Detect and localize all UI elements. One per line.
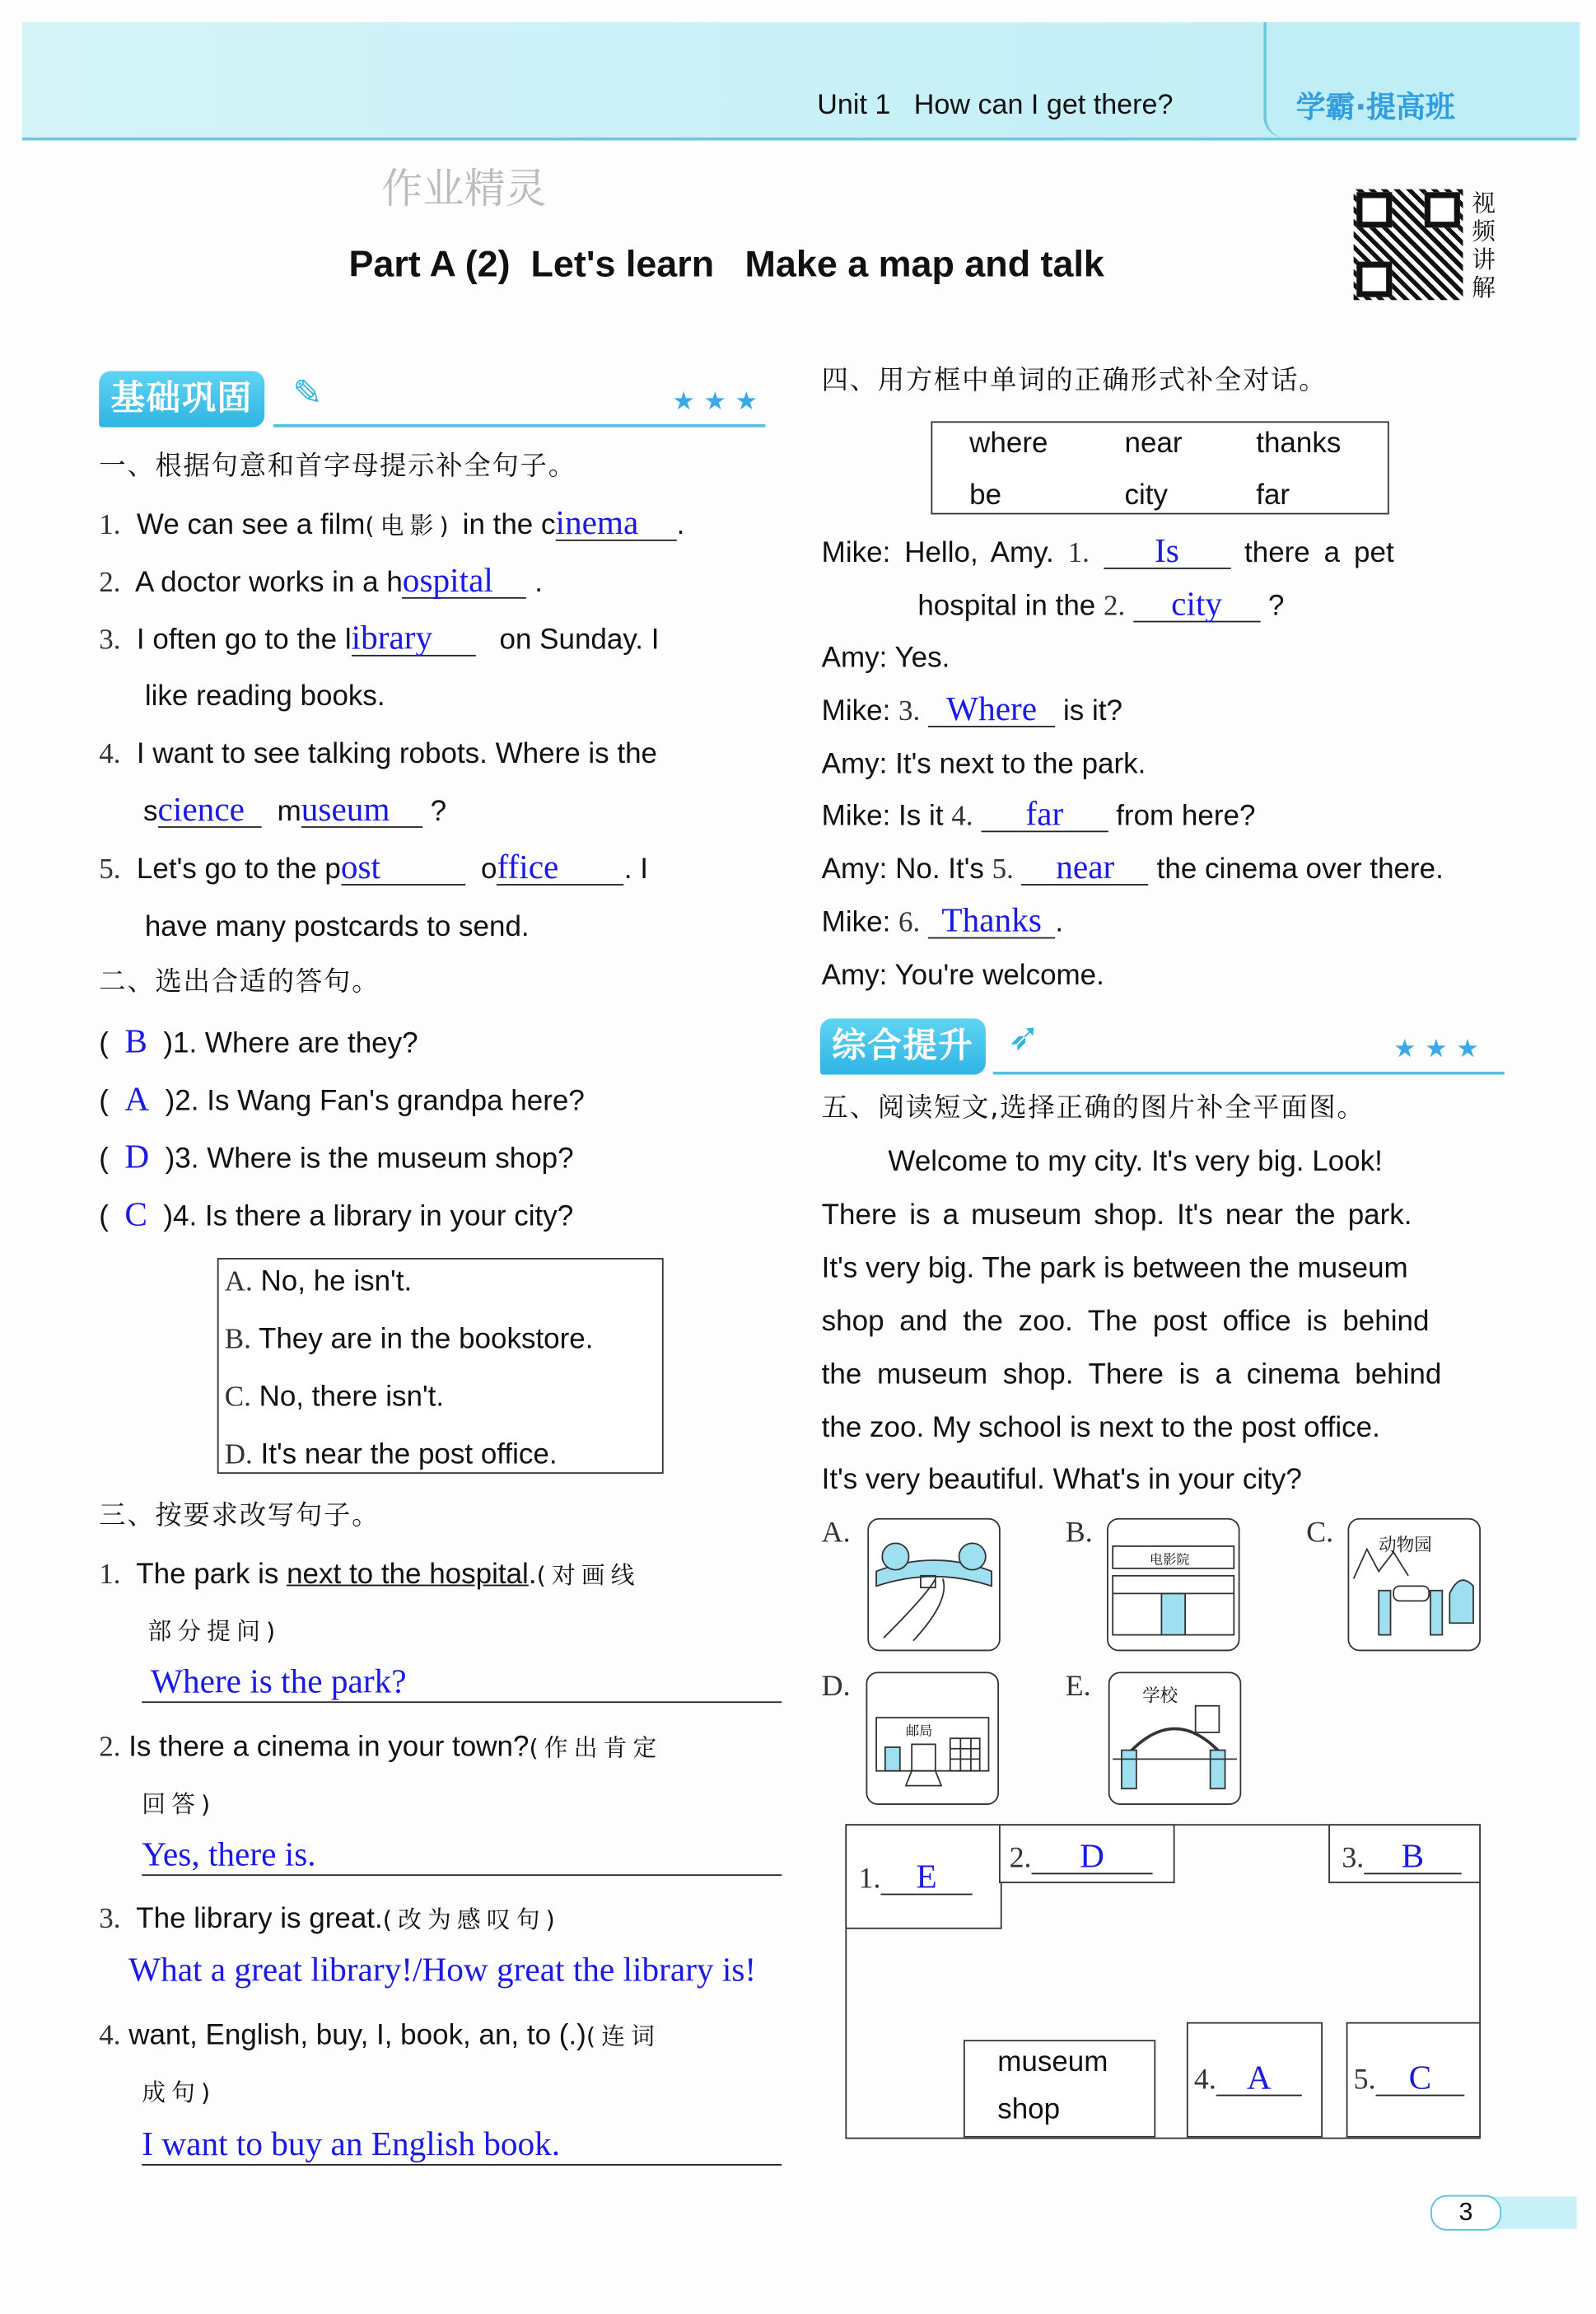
post-office-sign: 邮局 bbox=[905, 1725, 933, 1741]
passage-line: the zoo. My school is next to the post office. bbox=[821, 1411, 1380, 1445]
q3-heading: 三、按要求改写句子。 bbox=[99, 1500, 380, 1531]
q3-answer-1[interactable]: Where is the park? bbox=[142, 1664, 782, 1703]
dialog-line: Mike: 3. Where is it? bbox=[821, 690, 1122, 727]
passage-line: It's very big. The park is between the museum bbox=[821, 1251, 1408, 1285]
answer-blank[interactable]: Thanks bbox=[928, 905, 1055, 938]
page-header bbox=[22, 22, 1577, 141]
qr-code[interactable] bbox=[1354, 189, 1463, 301]
q4-heading: 四、用方框中单词的正确形式补全对话。 bbox=[821, 365, 1328, 396]
q2-options-box bbox=[217, 1258, 664, 1474]
passage-line: shop and the zoo. The post office is behind bbox=[821, 1305, 1430, 1338]
dialog-line: Mike: Hello, Amy. 1. Is there a pet bbox=[821, 531, 1394, 569]
qr-label: 视频讲解 bbox=[1472, 189, 1496, 302]
q3-item-3: 3. The library is great.(改为感叹句) bbox=[99, 1902, 562, 1935]
picture-label: E. bbox=[1065, 1670, 1091, 1704]
page-number: 3 bbox=[1430, 2195, 1501, 2231]
q3-item-2: 2. Is there a cinema in your town?(作出肯定 bbox=[99, 1731, 663, 1764]
q2-heading: 二、选出合适的答句。 bbox=[99, 966, 380, 998]
q1-item-3-cont: like reading books. bbox=[144, 680, 385, 713]
unit-label bbox=[817, 89, 1173, 124]
answer-blank[interactable]: ost bbox=[341, 852, 465, 886]
q3-hint: 部分提问) bbox=[147, 1617, 282, 1646]
q2-item-1: ( B )1. Where are they? bbox=[99, 1022, 418, 1060]
answer-blank[interactable]: E bbox=[880, 1861, 972, 1895]
dialog-line: Amy: Yes. bbox=[821, 641, 950, 675]
picture-label: B. bbox=[1065, 1517, 1093, 1550]
word: be bbox=[969, 479, 1002, 512]
park-picture bbox=[867, 1518, 1000, 1651]
q1-item-4-cont: science museum ? bbox=[143, 791, 447, 828]
q1-item-1: 1. We can see a film(电影) in the cinema . bbox=[99, 503, 685, 541]
answer-blank[interactable]: A bbox=[1216, 2062, 1302, 2096]
cinema-picture bbox=[1107, 1518, 1239, 1651]
answer-blank[interactable]: cience bbox=[158, 794, 262, 828]
q1-item-5-cont: have many postcards to send. bbox=[144, 910, 530, 943]
map-museum-shop bbox=[964, 2040, 1155, 2137]
q3-hint: 成句) bbox=[142, 2078, 217, 2107]
section-badge-basic: 基础巩固 bbox=[99, 371, 264, 427]
passage-line: There is a museum shop. It's near the park. bbox=[821, 1199, 1412, 1232]
q2-item-3: ( D )3. Where is the museum shop? bbox=[99, 1138, 574, 1176]
q1-item-5: 5. Let's go to the post office . I bbox=[99, 848, 649, 886]
q1-item-4: 4. I want to see talking robots. Where is the bbox=[99, 737, 658, 770]
map-slot-2: 2. D bbox=[999, 1824, 1175, 1883]
rocket-icon: ➶ bbox=[1007, 1015, 1040, 1060]
post-office-picture bbox=[866, 1671, 999, 1804]
difficulty-stars: ★★★ bbox=[1393, 1035, 1488, 1064]
q3-item-1: 1. The park is next to the hospital.(对画线 bbox=[99, 1558, 641, 1591]
title-learn: Let's learn bbox=[530, 244, 715, 286]
dialog-line: Mike: Is it 4. far from here? bbox=[821, 795, 1256, 833]
page-title bbox=[348, 242, 1104, 287]
museum-label: museum bbox=[997, 2045, 1108, 2078]
answer-blank[interactable]: useum bbox=[301, 794, 422, 828]
map-slot-1: 1. E bbox=[845, 1824, 1001, 1928]
section-underline bbox=[273, 424, 766, 428]
answer-blank[interactable]: Is bbox=[1104, 535, 1230, 569]
unit-number: Unit 1 bbox=[817, 90, 891, 122]
q3-hint: 回答) bbox=[142, 1790, 217, 1819]
q1-heading: 一、根据句意和首字母提示补全句子。 bbox=[99, 451, 576, 482]
shop-label: shop bbox=[997, 2092, 1061, 2126]
title-topic: Make a map and talk bbox=[744, 244, 1104, 286]
q2-item-2: ( A )2. Is Wang Fan's grandpa here? bbox=[99, 1080, 585, 1118]
option-a: A. No, he isn't. bbox=[224, 1265, 413, 1298]
section-badge-advanced: 综合提升 bbox=[820, 1018, 986, 1074]
map-slot-3: 3. B bbox=[1328, 1824, 1481, 1883]
dialog-line: Amy: You're welcome. bbox=[821, 959, 1104, 993]
answer-blank[interactable]: near bbox=[1022, 852, 1149, 886]
picture-label: A. bbox=[821, 1517, 851, 1550]
watermark: 作业精灵 bbox=[380, 164, 547, 213]
answer-blank[interactable]: ibrary bbox=[352, 622, 476, 656]
passage-line: the museum shop. There is a cinema behind bbox=[821, 1358, 1442, 1391]
q5-heading: 五、阅读短文,选择正确的图片补全平面图。 bbox=[821, 1092, 1365, 1124]
passage-line: Welcome to my city. It's very big. Look! bbox=[888, 1145, 1383, 1179]
q3-answer-4[interactable]: I want to buy an English book. bbox=[142, 2127, 782, 2166]
dialog-line: hospital in the 2. city ? bbox=[917, 585, 1285, 623]
picture-label: D. bbox=[821, 1670, 851, 1704]
school-picture bbox=[1108, 1671, 1241, 1804]
answer-blank[interactable]: ospital bbox=[403, 564, 527, 598]
school-sign: 学校 bbox=[1142, 1685, 1178, 1706]
answer-blank[interactable]: ffice bbox=[497, 852, 624, 886]
option-d: D. It's near the post office. bbox=[224, 1437, 558, 1471]
q3-answer-3[interactable]: What a great library!/How great the library is! bbox=[128, 1951, 757, 1989]
option-c: C. No, there isn't. bbox=[224, 1380, 445, 1414]
option-b: B. They are in the bookstore. bbox=[224, 1322, 594, 1356]
answer-blank[interactable]: D bbox=[1031, 1840, 1152, 1874]
dialog-line: Mike: 6. Thanks . bbox=[821, 901, 1064, 939]
word-box bbox=[931, 421, 1388, 514]
answer-blank[interactable]: C bbox=[1376, 2062, 1465, 2096]
title-part: Part A (2) bbox=[348, 244, 511, 286]
q1-item-2: 2. A doctor works in a hospital . bbox=[99, 561, 543, 599]
picture-label: C. bbox=[1306, 1517, 1334, 1550]
answer-blank[interactable]: B bbox=[1364, 1840, 1461, 1874]
brand-logo: 学霸·提高班 bbox=[1295, 88, 1455, 124]
q1-item-3: 3. I often go to the library on Sunday. I bbox=[99, 619, 660, 657]
zoo-picture bbox=[1347, 1518, 1480, 1651]
zoo-sign: 动物园 bbox=[1379, 1534, 1432, 1555]
section-underline bbox=[993, 1072, 1505, 1075]
difficulty-stars: ★★★ bbox=[672, 387, 767, 418]
word: city bbox=[1124, 479, 1169, 512]
answer-blank[interactable]: city bbox=[1133, 588, 1260, 622]
map-slot-4: 4. A bbox=[1187, 2022, 1323, 2138]
pencil-icon: ✎ bbox=[292, 372, 323, 414]
cinema-sign: 电影院 bbox=[1150, 1553, 1190, 1568]
answer-blank[interactable]: inema bbox=[555, 507, 676, 540]
dialog-line: Amy: It's next to the park. bbox=[821, 747, 1146, 781]
answer-blank[interactable]: Where bbox=[928, 694, 1055, 727]
q3-item-4: 4. want, English, buy, I, book, an, to (.)(连词 bbox=[99, 2019, 660, 2052]
passage-line: It's very beautiful. What's in your city? bbox=[821, 1463, 1302, 1496]
page-tab bbox=[1492, 2196, 1576, 2228]
q2-item-4: ( C )4. Is there a library in your city? bbox=[99, 1195, 574, 1233]
word: thanks bbox=[1256, 427, 1342, 460]
q3-answer-2[interactable]: Yes, there is. bbox=[142, 1837, 782, 1876]
dialog-line: Amy: No. It's 5. near the cinema over there. bbox=[821, 848, 1444, 886]
word: where bbox=[969, 427, 1048, 460]
word: far bbox=[1256, 479, 1290, 512]
unit-title: How can I get there? bbox=[913, 90, 1174, 122]
word: near bbox=[1124, 427, 1183, 460]
answer-blank[interactable]: far bbox=[981, 798, 1108, 832]
map-slot-5: 5. C bbox=[1346, 2022, 1481, 2138]
